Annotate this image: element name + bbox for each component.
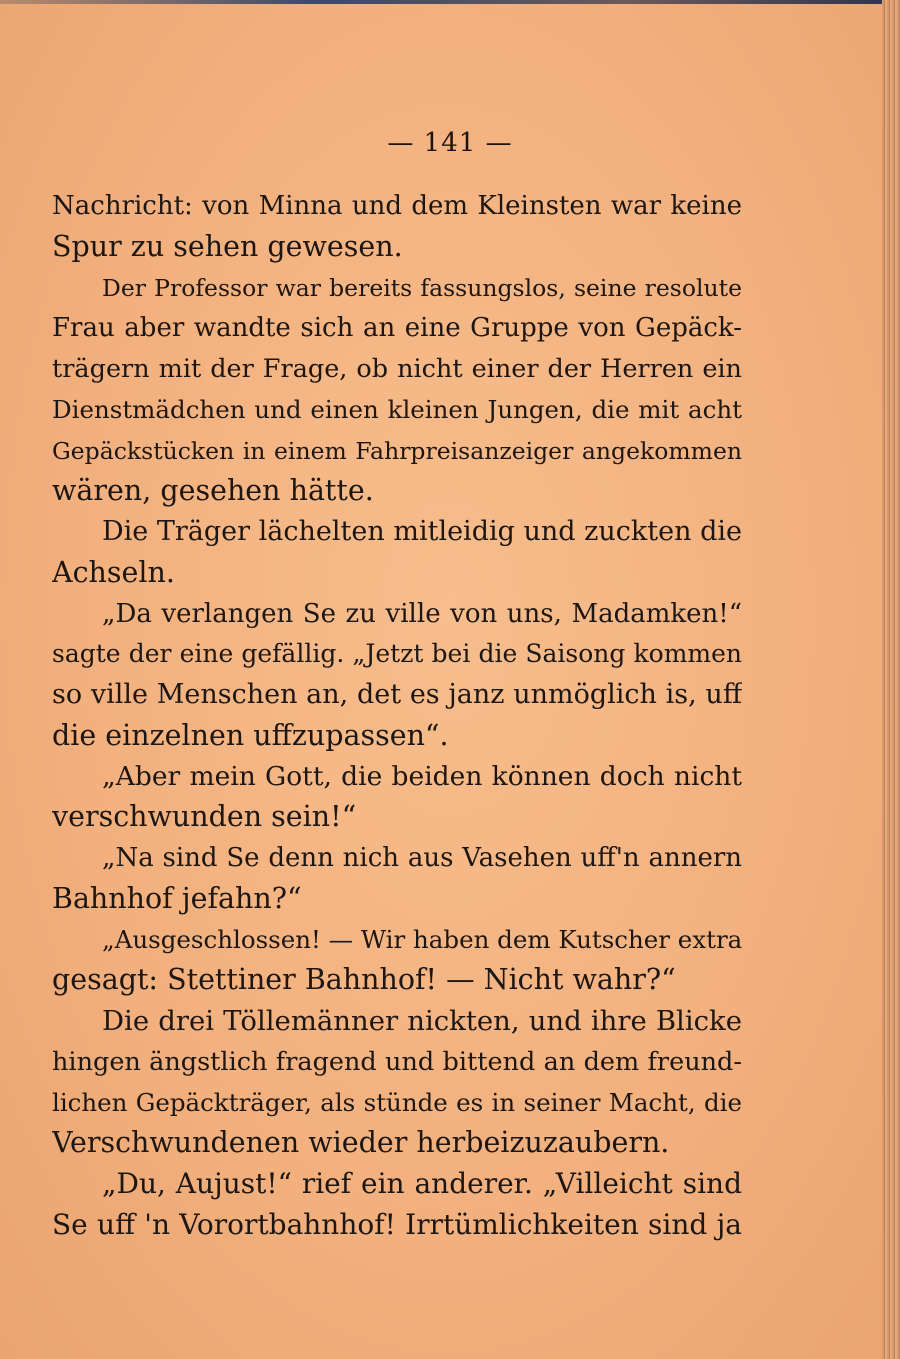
text-line: „Ausgeschlossen! — Wir haben dem Kutscher extra: [102, 924, 742, 954]
text-line: Achseln.: [52, 555, 175, 589]
text-line: Der Professor war bereits fassungslos, seine resolute: [102, 273, 742, 302]
body-text: [52, 186, 742, 1246]
text-line: trägern mit der Frage, ob nicht einer der Herren ein: [52, 354, 742, 384]
text-line: verschwunden sein!“: [52, 800, 357, 834]
text-line: „Na sind Se denn nich aus Vasehen uff'n annern: [102, 843, 742, 873]
text-line: Gepäckstücken in einem Fahrpreisanzeiger angekommen: [52, 436, 742, 465]
text-line: Spur zu sehen gewesen.: [52, 229, 403, 263]
text-line: Dienstmädchen und einen kleinen Jungen, die mit acht: [52, 394, 742, 424]
text-line: lichen Gepäckträger, als stünde es in seiner Macht, die: [52, 1087, 742, 1117]
text-line: Die drei Töllemänner nickten, und ihre Blicke: [102, 1005, 742, 1037]
page-number: — 141 —: [387, 128, 513, 158]
page-right-edge: [882, 0, 900, 1359]
text-line: „Da verlangen Se zu ville von uns, Madamken!“: [102, 598, 742, 629]
text-line: die einzelnen uffzupassen“.: [52, 718, 449, 752]
text-line: gesagt: Stettiner Bahnhof! — Nicht wahr?“: [52, 963, 676, 997]
text-line: wären, gesehen hätte.: [52, 474, 374, 508]
text-line: „Du, Aujust!“ rief ein anderer. „Villeicht sind: [102, 1167, 742, 1200]
text-line: so ville Menschen an, det es janz unmöglich is, uff: [52, 679, 742, 710]
text-line: sagte der eine gefällig. „Jetzt bei die Saisong kommen: [52, 639, 742, 669]
text-line: Bahnhof jefahn?“: [52, 881, 302, 915]
text-line: Die Träger lächelten mitleidig und zuckten die: [102, 516, 742, 547]
page-top-edge: [0, 0, 900, 4]
text-line: Se uff 'n Vorortbahnhof! Irrtümlichkeiten sind ja: [52, 1207, 742, 1241]
text-line: „Aber mein Gott, die beiden können doch nicht: [102, 760, 742, 792]
text-line: hingen ängstlich fragend und bittend an dem freund-: [52, 1046, 742, 1077]
text-line: Frau aber wandte sich an eine Gruppe von Gepäck-: [52, 313, 742, 344]
text-line: Nachricht: von Minna und dem Kleinsten war keine: [52, 191, 742, 221]
text-line: Verschwundenen wieder herbeizuzaubern.: [52, 1126, 670, 1160]
